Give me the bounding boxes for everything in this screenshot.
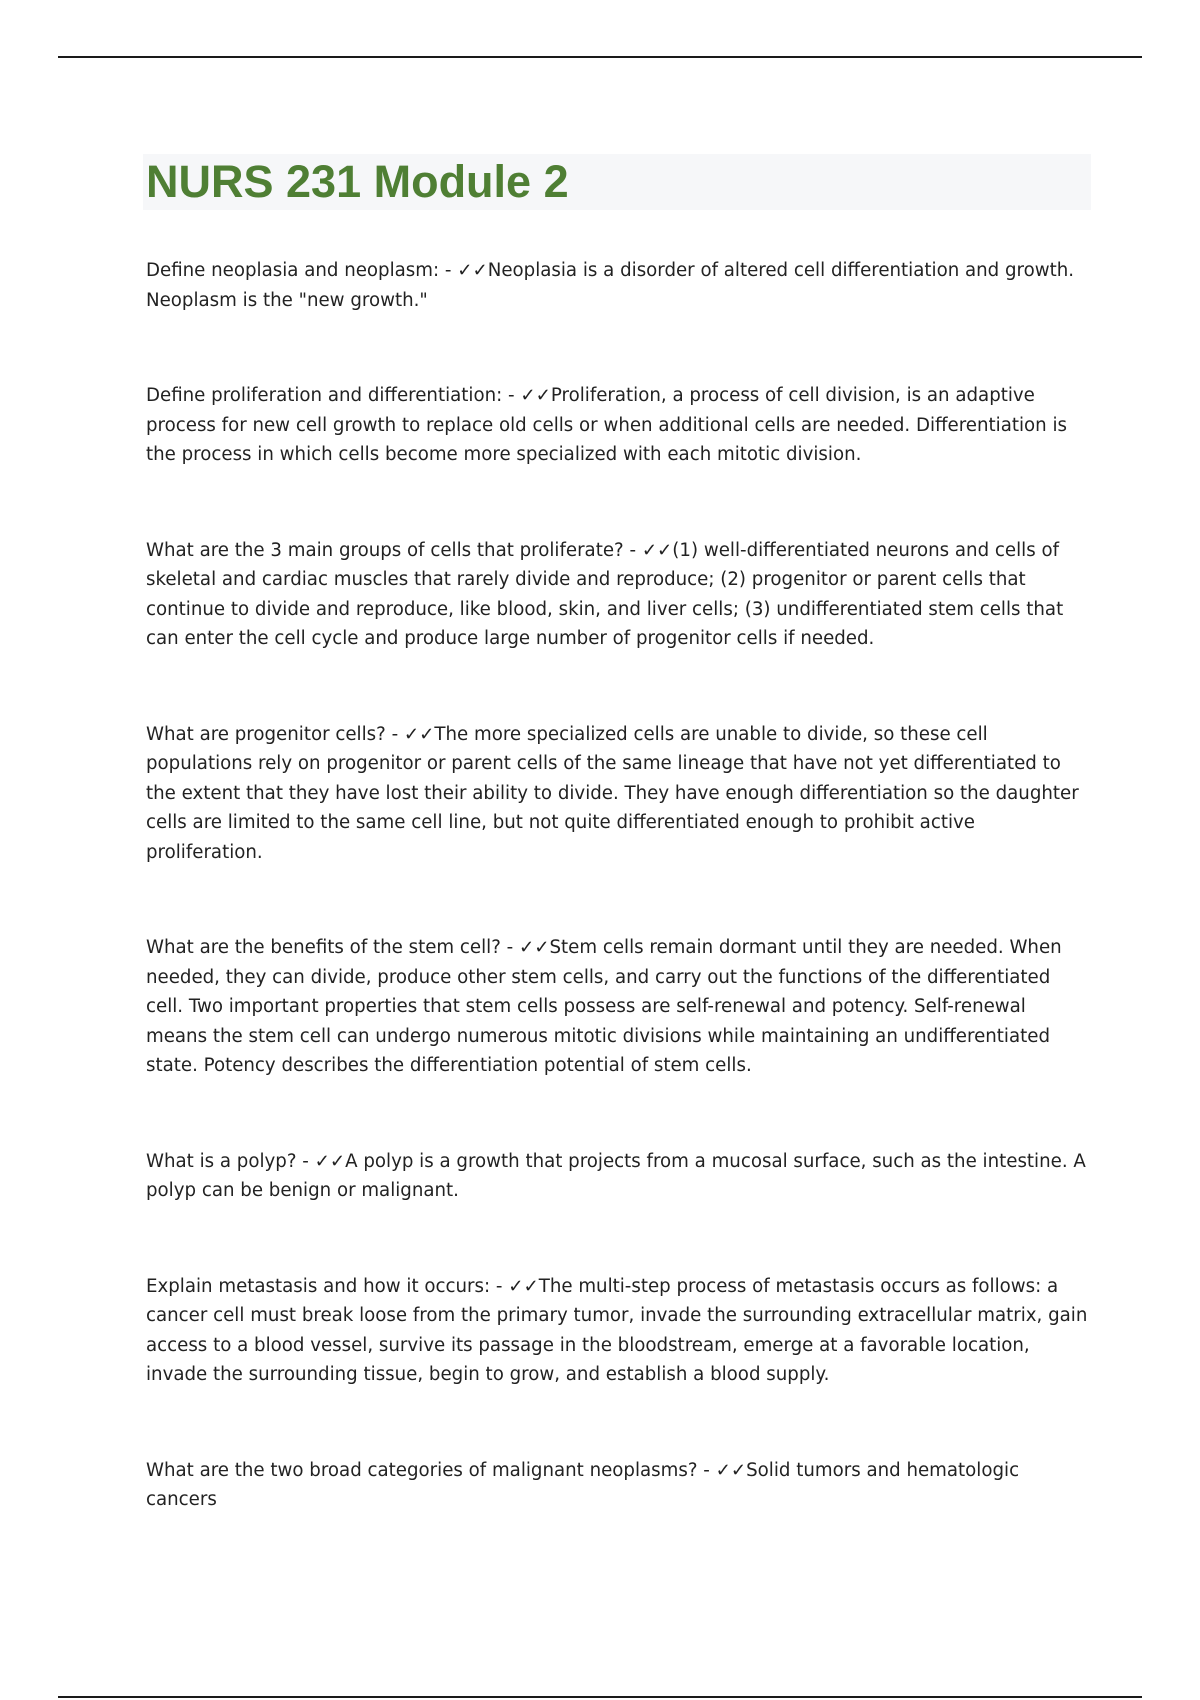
- separator: -: [296, 1150, 315, 1172]
- check-mark-icon: ✓✓: [520, 385, 551, 406]
- answer-text: The multi-step process of metastasis occurs as follows: a cancer cell must break loose from the primary tumor, invade the surrounding extracellular matrix, gain access to a blood vessel, survive its passage in the bloodstream, emerge at a favorable location, invade the surrounding tissue, begin to grow, and establish a blood supply.: [146, 1275, 1088, 1385]
- qa-item-neoplasia: [146, 256, 1091, 315]
- separator: -: [623, 539, 642, 561]
- separator: -: [697, 1459, 716, 1481]
- separator: -: [490, 1275, 509, 1297]
- check-mark-icon: ✓✓: [519, 937, 550, 958]
- qa-list: [146, 256, 1091, 1581]
- separator: -: [439, 260, 458, 281]
- answer-text: The more specialized cells are unable to divide, so these cell populations rely on progenitor or parent cells of the same lineage that have not yet differentiated to the extent that they have lost their ability to divide. They have enough differentiation so the daughter cells are limited to the same cell line, but not quite differentiated enough to prohibit active proliferation.: [146, 723, 1079, 863]
- check-mark-icon: ✓✓: [508, 1275, 539, 1297]
- answer-text: Stem cells remain dormant until they are needed. When needed, they can divide, produce other stem cells, and carry out the functions of the differentiated cell. Two important properties that stem cells possess are self-renewal and potency. Self-renewal means the stem cell can undergo numerous mitotic divisions while maintaining an undifferentiated state. Potency describes the differentiation potential of stem cells.: [146, 937, 1062, 1076]
- question-text: Explain metastasis and how it occurs:: [146, 1275, 491, 1297]
- qa-item-progenitor-cells: [146, 720, 1091, 868]
- page-title: NURS 231 Module 2: [146, 156, 569, 207]
- answer-text: (1) well-differentiated neurons and cells of skeletal and cardiac muscles that rarely divide and reproduce; (2) progenitor or parent cells that continue to divide and reproduce, like blood, skin, and liver cells; (3) undifferentiated stem cells that can enter the cell cycle and produce large number of progenitor cells if needed.: [146, 539, 1064, 649]
- question-text: What are the 3 main groups of cells that proliferate?: [146, 539, 624, 561]
- separator: -: [500, 937, 520, 958]
- answer-text: Proliferation, a process of cell division, is an adaptive process for new cell growth to replace old cells or when additional cells are needed. Differentiation is the process in which cells become more specialized with each mitotic division.: [146, 385, 1067, 465]
- qa-item-stem-cell-benefits: [146, 933, 1091, 1081]
- top-rule: [58, 56, 1142, 58]
- question-text: What is a polyp?: [146, 1150, 297, 1172]
- separator: -: [385, 723, 404, 745]
- check-mark-icon: ✓✓: [403, 723, 435, 745]
- qa-item-proliferation: [146, 381, 1091, 470]
- check-mark-icon: ✓✓: [715, 1459, 747, 1481]
- qa-item-polyp: [146, 1147, 1091, 1206]
- qa-item-cell-groups: [146, 536, 1091, 654]
- answer-text: A polyp is a growth that projects from a mucosal surface, such as the intestine. A polyp can be benign or malignant.: [146, 1150, 1086, 1201]
- question-text: What are progenitor cells?: [146, 723, 386, 745]
- question-text: Define neoplasia and neoplasm:: [146, 260, 440, 281]
- question-text: What are the benefits of the stem cell?: [146, 937, 501, 958]
- answer-text: Solid tumors and hematologic cancers: [146, 1459, 1020, 1510]
- check-mark-icon: ✓✓: [314, 1150, 346, 1172]
- question-text: Define proliferation and differentiation:: [146, 385, 503, 406]
- qa-item-metastasis: [146, 1272, 1091, 1390]
- check-mark-icon: ✓✓: [641, 539, 673, 561]
- bottom-rule: [58, 1696, 1142, 1698]
- question-text: What are the two broad categories of malignant neoplasms?: [146, 1459, 698, 1481]
- title-band: [143, 154, 1091, 210]
- answer-text: Neoplasia is a disorder of altered cell differentiation and growth. Neoplasm is the "new growth.": [146, 260, 1075, 311]
- check-mark-icon: ✓✓: [457, 260, 488, 281]
- qa-item-malignant-categories: [146, 1456, 1091, 1515]
- separator: -: [502, 385, 521, 406]
